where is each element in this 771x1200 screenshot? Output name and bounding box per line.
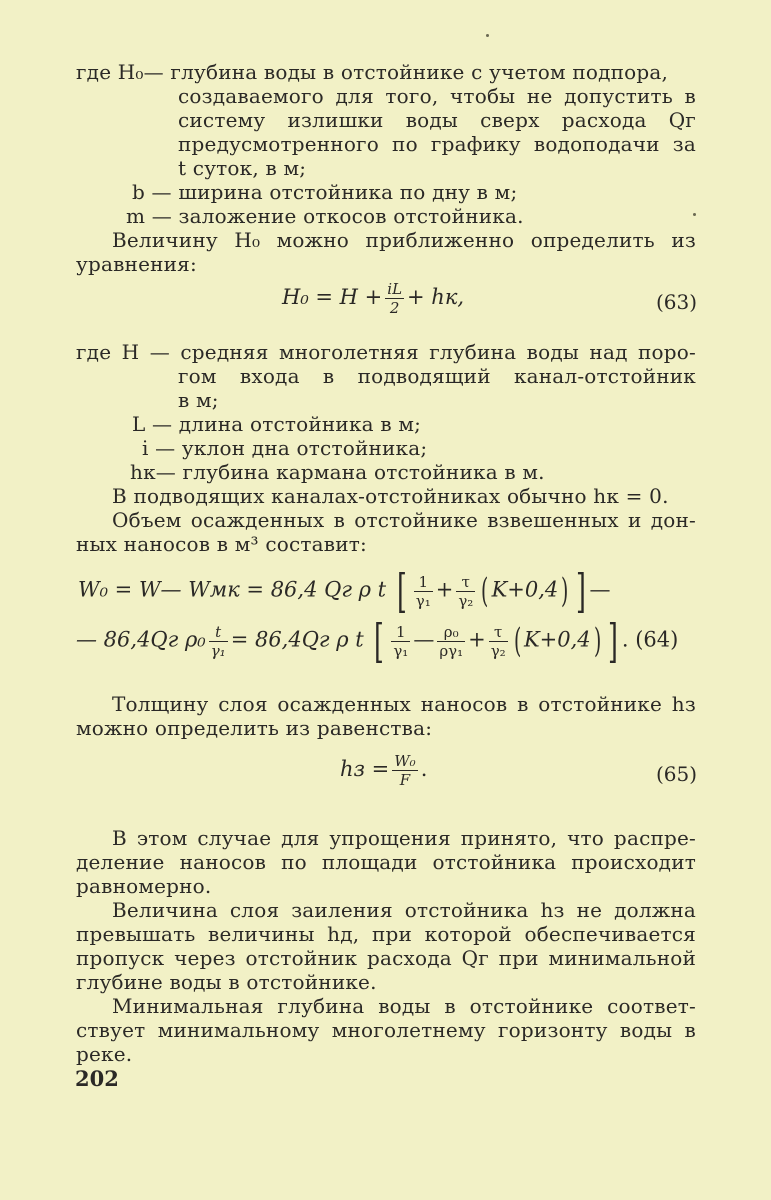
frac-num: τ [489,623,508,642]
paren-open: ( [481,571,489,611]
text-line: создаваемого для того, чтобы не допустить в [178,84,696,108]
frac-num: W₀ [394,752,416,770]
text-line: i — уклон дна отстойника; [142,436,428,460]
frac-num: 1 [391,623,410,642]
bracket-close: ] [575,564,586,618]
text-line: b — ширина отстойника по дну в м; [132,180,518,204]
text-line: hк— глубина кармана отстойника в м. [130,460,545,484]
text-line: L — длина отстойника в м; [132,412,422,436]
frac-den: 2 [389,299,400,317]
text-line: реке. [76,1042,133,1066]
bracket-open: [ [396,564,407,618]
frac-den: γ₂ [458,591,474,610]
text-line: Минимальная глубина воды в отстойнике соответ- [112,994,696,1018]
eq-lhs: hз = [340,757,390,781]
paren-open: ( [513,621,521,661]
eq-fraction [385,280,404,317]
eq-operator: + [435,577,454,602]
eq-fraction [414,573,433,610]
text-line: t суток, в м; [178,156,307,180]
text-line: В подводящих каналах-отстойниках обычно hк = 0. [112,484,669,508]
text-line: Величина слоя заиления отстойника hз не должна [112,898,696,922]
text-line: ствует минимальному многолетнему горизонту воды в [76,1018,696,1042]
text-line: в м; [178,388,219,412]
eq-paren-content: K+0,4 [523,627,591,652]
text-line: гом входа в подводящий канал-отстойник [178,364,696,388]
eq-operator: + [468,627,486,652]
frac-den: ργ₁ [439,641,464,660]
frac-den: γ₁ [415,591,431,610]
eq-paren-content: K+0,4 [491,577,559,602]
frac-num: 1 [414,573,433,592]
text-line: пропуск через отстойник расхода Qг при минимальной [76,946,696,970]
eq-tail: — [589,577,611,602]
bracket-close: ] [607,614,618,668]
eq-lead: — 86,4Qг ρ₀ [76,627,206,652]
speck [693,213,696,216]
text-line: Величину H₀ можно приближенно определить из [112,228,696,252]
eq-fraction [489,623,508,660]
frac-den: γ₂ [490,641,506,660]
equation-64-line-1 [78,564,611,618]
eq-lhs: W₀ = W— Wмк = 86,4 Qг ρ t [78,577,387,602]
eq-fraction [437,623,465,660]
text-line: где H — средняя многолетняя глубина воды над поро- [76,340,696,364]
text-line: где H₀— глубина воды в отстойнике с учетом подпора, [76,60,669,84]
eq-rhs: + hк, [407,285,465,309]
equation-number: (63) [656,290,698,314]
text-line: уравнения: [76,252,197,276]
text-line: можно определить из равенства: [76,716,433,740]
frac-num: iL [387,280,403,298]
text-line: систему излишки воды сверх расхода Qг [178,108,696,132]
eq-fraction [391,623,410,660]
paren-close: ) [561,571,569,611]
text-line: деление наносов по площади отстойника происходит [76,850,696,874]
equation-64-line-2 [76,614,679,668]
speck [486,34,489,37]
bracket-open: [ [374,614,385,668]
equation-63 [282,280,464,317]
text-line: превышать величины hд, при которой обеспечивается [76,922,696,946]
equation-65 [340,752,427,789]
eq-lhs: H₀ = H + [282,285,383,309]
frac-num: t [209,623,228,642]
eq-operator: — [413,627,435,652]
frac-den: γ₁ [210,641,226,660]
paren-close: ) [593,621,601,661]
text-line: m — заложение откосов отстойника. [126,204,524,228]
frac-num: τ [456,573,475,592]
frac-den: F [399,771,411,789]
text-line: предусмотренного по графику водоподачи за [178,132,696,156]
text-line: В этом случае для упрощения принято, что распре- [112,826,696,850]
text-line: ных наносов в м³ составит: [76,532,367,556]
equation-number: . (64) [621,627,679,652]
frac-den: γ₁ [393,641,409,660]
eq-mid: = 86,4Qг ρ t [230,627,364,652]
equation-number: (65) [656,762,698,786]
text-line: Объем осажденных в отстойнике взвешенных и дон- [112,508,696,532]
eq-fraction [209,623,228,660]
text-line: равномерно. [76,874,212,898]
page-number: 202 [75,1066,119,1091]
text-line: Толщину слоя осажденных наносов в отстойнике hз [112,692,696,716]
eq-tail: . [420,757,428,781]
eq-fraction [456,573,475,610]
eq-fraction [392,752,417,789]
text-line: глубине воды в отстойнике. [76,970,377,994]
frac-num: ρ₀ [437,623,465,642]
